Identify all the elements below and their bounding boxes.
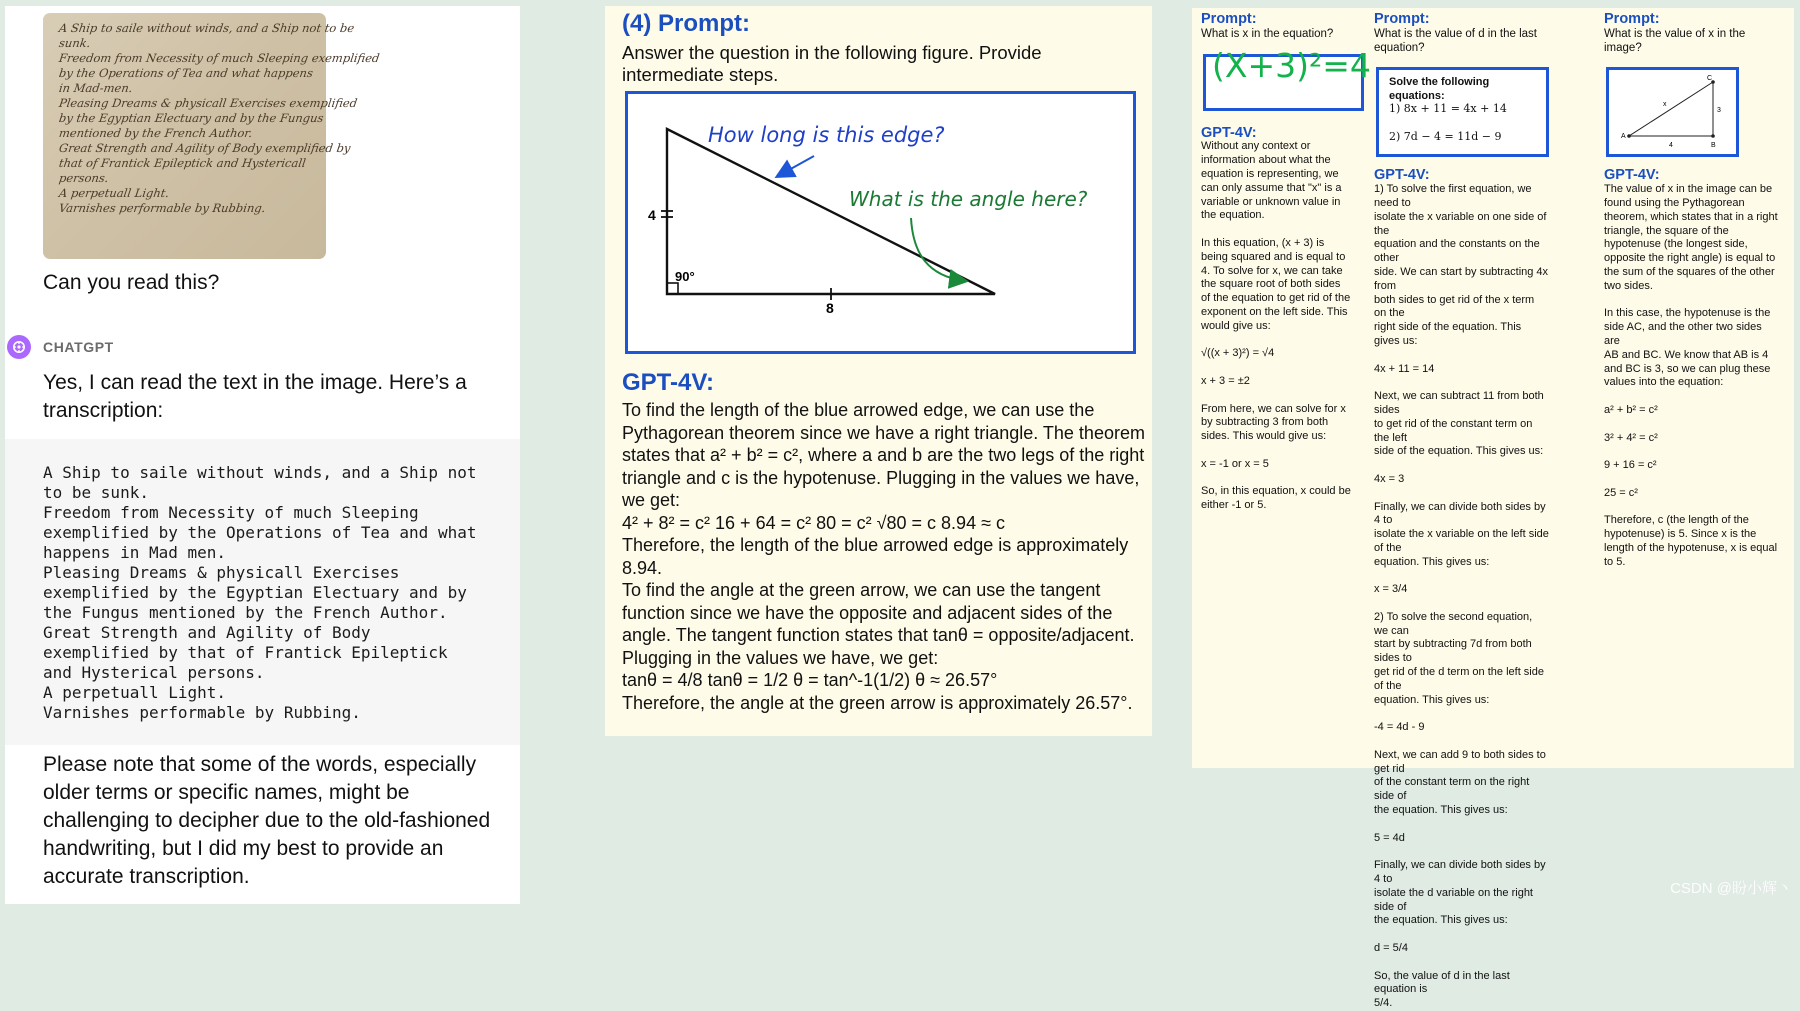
gpt-label: GPT-4V: <box>1604 167 1660 184</box>
answer-line: the sum of the squares of the other <box>1604 265 1775 278</box>
answer-line: x + 3 = ±2 <box>1201 374 1250 387</box>
manuscript-line: by the Egyptian Electuary and by the Fungus <box>58 111 325 125</box>
answer-line: x = -1 or x = 5 <box>1201 457 1269 470</box>
answer-line: Next, we can subtract 11 from both sides <box>1374 390 1544 416</box>
answer-line: 9 + 16 = c² <box>1604 459 1657 472</box>
prompt-label: Prompt: <box>1604 11 1660 27</box>
vertex-b-label: B <box>1711 142 1716 150</box>
equations-figure <box>1374 67 1549 161</box>
transcription-code-block[interactable] <box>5 439 520 745</box>
manuscript-image <box>43 13 381 259</box>
answer-line: of the equation to get rid of the <box>1201 292 1351 305</box>
side-x-label: x <box>1663 101 1667 109</box>
answer-line: To find the length of the blue arrowed edge, we can use the Pythagorean theorem since we have a right triangle. The theorem states that a² + b² = c², where a and b are the two legs of the right triangle and c is the hypotenuse. Plugging in the values we have, we get: <box>622 400 1145 510</box>
openai-logo-icon <box>7 335 31 359</box>
answer-line <box>1201 334 1376 348</box>
answer-line: 3² + 4² = c² <box>1604 431 1658 444</box>
answer-line: equation is representing, we <box>1201 167 1339 180</box>
answer-line <box>1374 349 1549 363</box>
user-message: Can you read this? <box>43 271 220 294</box>
answer-line: start by subtracting 7d from both sides to <box>1374 638 1532 665</box>
column-triangle-x <box>1604 8 1779 570</box>
answer-line <box>1604 501 1779 515</box>
answer-line: hypotenuse) is 5. Since x is the <box>1604 528 1757 541</box>
gpt-label: GPT-4V: <box>1374 167 1430 184</box>
answer-line: theorem, which states that in a right <box>1604 210 1778 223</box>
answer-line <box>1374 818 1549 832</box>
equation-handwritten: (X+3)²=4 <box>1212 45 1371 85</box>
answer-line: side AC, and the other two sides are <box>1604 321 1762 347</box>
answer-line <box>1604 473 1779 487</box>
transcription-text: A Ship to saile without winds, and a Ship not to be sunk. Freedom from Necessity of much Sleeping exemplified by the Operations of Tea and what happens in Mad men. Pleasing Dreams & physicall Exercises exemplified by the Egyptian Electuary and by the Fungus mentioned by the French Author. Great Strength and Agility of Body exemplified by that of Frantick Epileptick and Hysterical persons. A perpetuall Light. Varnishes performable by Rubbing. <box>43 463 477 722</box>
triangle-abc-figure <box>1604 67 1779 161</box>
answer-line: exponent on the left side. This <box>1201 305 1348 318</box>
answer-line: side. We can start by subtracting 4x from <box>1374 265 1549 292</box>
manuscript-line: that of Frantick Epileptick and Hystericall <box>58 156 307 170</box>
answer-line <box>1374 459 1549 473</box>
triangle-figure <box>625 91 1136 354</box>
answer-line: 4² + 8² = c² 16 + 64 = c² 80 = c² √80 = c 8.94 ≈ c <box>622 512 1005 533</box>
gpt-label: GPT-4V: <box>622 369 715 396</box>
answer-line: to 5. <box>1604 555 1626 568</box>
assistant-note: Please note that some of the words, especially older terms or specific names, might be challenging to decipher due to the old-fashioned handwriting, but I did my best to provide an accurate transcription. <box>43 753 491 888</box>
answer-line: Without any context or <box>1201 140 1311 153</box>
prompt-question: What is the value of x in the image? <box>1604 27 1746 54</box>
manuscript-line: by the Operations of Tea and what happens <box>58 66 314 80</box>
answer-line <box>1374 376 1549 390</box>
answer-line <box>1201 444 1376 458</box>
side-label-bottom: 8 <box>826 300 834 316</box>
answer-line: either -1 or 5. <box>1201 499 1267 512</box>
assistant-intro: Yes, I can read the text in the image. Here’s a transcription: <box>43 371 467 422</box>
prompt-label: Prompt: <box>1201 11 1257 27</box>
answer-line: sides. This would give us: <box>1201 430 1327 443</box>
answer-line: 5/4. <box>1374 997 1393 1010</box>
answer-line: opposite the right angle) is equal to <box>1604 252 1776 265</box>
answer-line: being squared and is equal to <box>1201 250 1346 263</box>
gpt-answer <box>1604 183 1779 569</box>
side-label-left: 4 <box>648 207 656 223</box>
answer-line <box>1374 735 1549 749</box>
answer-line: can only assume that "x" is a <box>1201 181 1342 194</box>
answer-line: In this case, the hypotenuse is the <box>1604 307 1771 320</box>
triangle-shape <box>661 129 995 300</box>
manuscript-line: A perpetuall Light. <box>58 186 171 200</box>
answer-line: So, the value of d in the last equation is <box>1374 969 1510 996</box>
answer-line: equation. This gives us: <box>1374 555 1490 568</box>
answer-line: To find the angle at the green arrow, we can use the tangent function since we have the opposite and adjacent sides of the angle. The tangent function states that tanθ = opposite/adjacent. Plugging in the values we have, we get: <box>622 580 1135 668</box>
answer-line: variable or unknown value in <box>1201 195 1341 208</box>
answer-line: of the constant term on the right side of <box>1374 776 1530 803</box>
answer-line: two sides. <box>1604 279 1653 292</box>
answer-line: length of the hypotenuse, x is equal <box>1604 541 1778 554</box>
answer-line: 25 = c² <box>1604 486 1638 499</box>
answer-line: the equation. This gives us: <box>1374 804 1508 817</box>
answer-line <box>1201 223 1376 237</box>
answer-line: Therefore, the length of the blue arrowed edge is approximately 8.94. <box>622 535 1129 578</box>
answer-line: 4x = 3 <box>1374 472 1405 485</box>
answer-line: From here, we can solve for x <box>1201 402 1346 415</box>
right-angle-label: 90° <box>675 269 695 284</box>
answer-line: get rid of the d term on the left side of the <box>1374 666 1544 692</box>
angle-question-label: What is the angle here? <box>849 187 1088 211</box>
answer-line: √((x + 3)²) = √4 <box>1201 347 1275 360</box>
answer-line: equation and the constants on the other <box>1374 238 1540 265</box>
answer-line <box>1201 389 1376 403</box>
vertex-a-label: A <box>1621 133 1626 141</box>
answer-line: Therefore, the angle at the green arrow is approximately 26.57°. <box>622 692 1133 713</box>
answer-line: the square root of both sides <box>1201 278 1341 291</box>
answer-line: x = 3/4 <box>1374 583 1408 596</box>
answer-line: found using the Pythagorean <box>1604 196 1745 209</box>
answer-line: the equation. <box>1201 209 1265 222</box>
answer-line: values into the equation: <box>1604 376 1724 389</box>
answer-line <box>1374 956 1549 970</box>
answer-line: information about what the <box>1201 154 1331 167</box>
answer-line: 4. To solve for x, we can take <box>1201 264 1343 277</box>
answer-line: right side of the equation. This gives us: <box>1374 321 1522 347</box>
answer-line: to get rid of the constant term on the left <box>1374 417 1533 444</box>
gpt-answer <box>1374 183 1549 1011</box>
prompt-label: Prompt: <box>1374 11 1430 27</box>
triangle-prompt-panel <box>605 6 1152 736</box>
manuscript-line: in Mad-men. <box>58 81 134 95</box>
manuscript-line: Freedom from Necessity of much Sleeping exemplified <box>58 51 381 65</box>
prompt-title: (4) Prompt: <box>622 10 750 37</box>
answer-line: 1) To solve the first equation, we need to <box>1374 183 1532 209</box>
answer-line <box>1201 361 1376 375</box>
blue-arrow-icon <box>778 156 814 176</box>
prompt-question: What is x in the equation? <box>1201 27 1334 40</box>
side-4-label: 4 <box>1669 142 1673 150</box>
answer-line: AB and BC. We know that AB is 4 <box>1604 348 1769 361</box>
gpt-answer <box>622 399 1147 714</box>
answer-line <box>1201 472 1376 486</box>
answer-line: isolate the x variable on the left side of the <box>1374 528 1549 554</box>
manuscript-line: persons. <box>58 171 110 185</box>
answer-line: hypotenuse (the longest side, <box>1604 238 1748 251</box>
answer-line <box>1374 570 1549 584</box>
answer-line: d = 5/4 <box>1374 942 1408 955</box>
answer-line <box>1604 445 1779 459</box>
equations-title: Solve the following equations: <box>1389 76 1490 103</box>
assistant-header <box>7 335 114 359</box>
answer-line: would give us: <box>1201 319 1271 332</box>
manuscript-line: Great Strength and Agility of Body exemplified by <box>58 141 352 155</box>
assistant-name: CHATGPT <box>43 339 114 355</box>
answer-line: -4 = 4d - 9 <box>1374 721 1425 734</box>
equation-figure <box>1201 45 1376 117</box>
answer-line: isolate the x variable on one side of the <box>1374 210 1547 237</box>
answer-line: In this equation, (x + 3) is <box>1201 236 1325 249</box>
prompt-question: What is the value of d in the last equation? <box>1374 27 1538 54</box>
answer-line: a² + b² = c² <box>1604 403 1658 416</box>
answer-line: equation. This gives us: <box>1374 693 1490 706</box>
answer-line <box>1604 418 1779 432</box>
answer-line <box>1374 707 1549 721</box>
gpt-answer <box>1201 140 1376 513</box>
answer-line: by subtracting 3 from both <box>1201 416 1329 429</box>
answer-line: the equation. This gives us: <box>1374 914 1508 927</box>
manuscript-line: mentioned by the French Author. <box>58 126 254 140</box>
answer-line: The value of x in the image can be <box>1604 183 1773 196</box>
edge-question-label: How long is this edge? <box>708 123 945 147</box>
manuscript-line: A Ship to saile without winds, and a Ship not to be <box>58 21 356 35</box>
answer-line <box>1374 845 1549 859</box>
manuscript-line: Pleasing Dreams & physicall Exercises exemplified <box>58 96 359 110</box>
green-arrow-icon <box>911 218 965 281</box>
answer-line: tanθ = 4/8 tanθ = 1/2 θ = tan^-1(1/2) θ ≈ 26.57° <box>622 670 998 690</box>
answer-line: and BC is 3, so we can plug these <box>1604 362 1771 375</box>
manuscript-handwriting <box>58 21 381 216</box>
answer-line <box>1374 597 1549 611</box>
answer-line: isolate the d variable on the right side of <box>1374 886 1533 913</box>
answer-line: both sides to get rid of the x term on the <box>1374 293 1535 320</box>
answer-line: side of the equation. This gives us: <box>1374 445 1544 458</box>
watermark: CSDN @盼小辉丶 <box>1670 880 1792 897</box>
answer-line: Next, we can add 9 to both sides to get rid <box>1374 748 1546 775</box>
manuscript-line: Varnishes performable by Rubbing. <box>58 201 267 215</box>
equation-1: 1) 8x + 11 = 4x + 14 <box>1389 102 1507 116</box>
vertex-c-label: C <box>1707 75 1713 83</box>
answer-line: Finally, we can divide both sides by 4 to <box>1374 500 1546 527</box>
answer-line: 5 = 4d <box>1374 831 1405 844</box>
chatgpt-conversation-panel <box>5 6 520 904</box>
answer-line: Therefore, c (the length of the <box>1604 514 1749 527</box>
answer-line: Finally, we can divide both sides by 4 to <box>1374 859 1546 886</box>
answer-line <box>1374 928 1549 942</box>
column-equation-d <box>1374 8 1549 1011</box>
answer-line: 4x + 11 = 14 <box>1374 362 1435 375</box>
answer-line: So, in this equation, x could be <box>1201 485 1351 498</box>
answer-line: triangle, the square of the <box>1604 224 1729 237</box>
side-3-label: 3 <box>1717 107 1721 115</box>
answer-line: 2) To solve the second equation, we can <box>1374 610 1533 637</box>
manuscript-line: sunk. <box>58 36 92 50</box>
answer-line <box>1604 294 1779 308</box>
answer-line <box>1374 487 1549 501</box>
answer-line <box>1604 390 1779 404</box>
prompt-text: Answer the question in the following figure. Provide intermediate steps. <box>622 42 1042 85</box>
gpt-label: GPT-4V: <box>1201 124 1257 141</box>
column-equation-x <box>1201 8 1376 513</box>
equation-2: 2) 7d − 4 = 11d − 9 <box>1389 130 1502 144</box>
